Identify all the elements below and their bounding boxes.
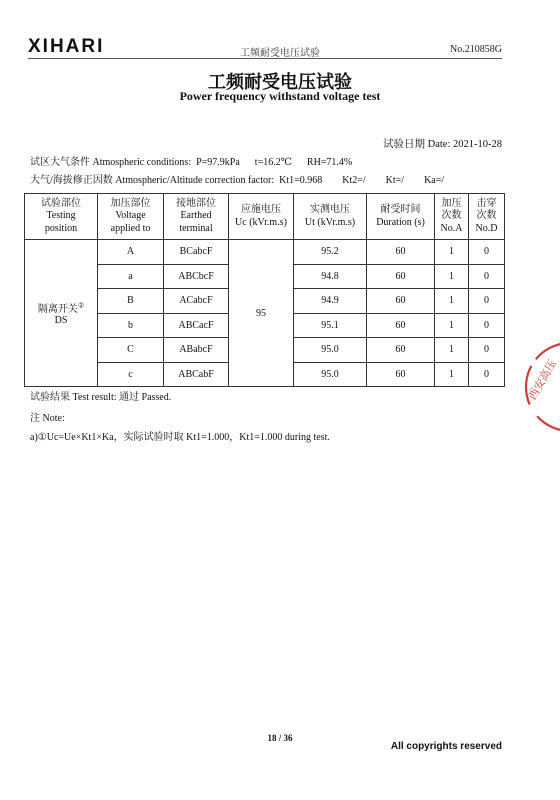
applied-cell: C	[98, 338, 164, 363]
earthed-cell: BCabcF	[164, 240, 229, 265]
applied-cell: A	[98, 240, 164, 265]
applied-cell: c	[98, 362, 164, 387]
applications-cell: 1	[435, 313, 469, 338]
test-table	[24, 193, 505, 387]
testing-position-cell: 隔离开关② DS	[25, 240, 98, 387]
table-row	[25, 240, 505, 265]
measured-voltage-cell: 95.1	[294, 313, 367, 338]
duration-cell: 60	[367, 362, 435, 387]
earthed-cell: ABabcF	[164, 338, 229, 363]
measured-voltage-cell: 94.8	[294, 264, 367, 289]
breakdowns-cell: 0	[469, 362, 505, 387]
report-number: No.210858G	[450, 44, 502, 55]
applied-voltage-cell: 95	[229, 240, 294, 387]
breakdowns-cell: 0	[469, 338, 505, 363]
test-result: 试验结果 Test result: 通过 Passed.	[30, 392, 172, 403]
breakdowns-cell: 0	[469, 313, 505, 338]
duration-cell: 60	[367, 264, 435, 289]
measured-voltage-cell: 94.9	[294, 289, 367, 314]
header-earthed-terminal: 接地部位 Earthed terminal	[164, 194, 229, 240]
header-duration: 耐受时间 Duration (s)	[367, 194, 435, 240]
atmospheric-conditions: 试区大气条件 Atmospheric conditions: P=97.9kPa t=16.2℃ RH=71.4%	[30, 157, 353, 168]
header-breakdowns: 击穿 次数 No.D	[469, 194, 505, 240]
header-applied-voltage: 应施电压 Uc (kVr.m.s)	[229, 194, 294, 240]
page-title-zh: 工频耐受电压试验	[208, 72, 352, 92]
copyright-notice: All copyrights reserved	[390, 741, 502, 752]
correction-factor: 大气/海拔修正因数 Atmospheric/Altitude correction factor: Kt1=0.968 Kt2=/ Kt=/ Ka=/	[30, 175, 445, 186]
note-label: 注 Note:	[30, 413, 65, 424]
table-header-row	[25, 194, 505, 240]
header-applications: 加压 次数 No.A	[435, 194, 469, 240]
applied-cell: b	[98, 313, 164, 338]
duration-cell: 60	[367, 313, 435, 338]
applications-cell: 1	[435, 240, 469, 265]
measured-voltage-cell: 95.2	[294, 240, 367, 265]
applications-cell: 1	[435, 362, 469, 387]
red-seal-stamp	[520, 332, 560, 442]
duration-cell: 60	[367, 338, 435, 363]
test-date: 试验日期 Date: 2021-10-28	[383, 139, 502, 150]
note-a: a)①Uc=Ue×Kt1×Ka，实际试验时取 Kt1=1.000，Kt1=1.000 during test.	[30, 432, 330, 443]
company-logo: XIHARI	[28, 36, 105, 57]
earthed-cell: ACabcF	[164, 289, 229, 314]
header-testing-position: 试验部位 Testing position	[25, 194, 98, 240]
duration-cell: 60	[367, 289, 435, 314]
duration-cell: 60	[367, 240, 435, 265]
header-section-title: 工频耐受电压试验	[240, 48, 320, 59]
header-voltage-applied: 加压部位 Voltage applied to	[98, 194, 164, 240]
svg-text:西安高压: 西安高压	[525, 357, 560, 403]
page-title-en: Power frequency withstand voltage test	[179, 89, 381, 103]
earthed-cell: ABCabF	[164, 362, 229, 387]
applied-cell: B	[98, 289, 164, 314]
applications-cell: 1	[435, 338, 469, 363]
header-measured-voltage: 实测电压 Ut (kVr.m.s)	[294, 194, 367, 240]
measured-voltage-cell: 95.0	[294, 338, 367, 363]
applied-cell: a	[98, 264, 164, 289]
applications-cell: 1	[435, 264, 469, 289]
breakdowns-cell: 0	[469, 289, 505, 314]
breakdowns-cell: 0	[469, 264, 505, 289]
earthed-cell: ABCbcF	[164, 264, 229, 289]
page-number: 18 / 36	[267, 733, 293, 743]
measured-voltage-cell: 95.0	[294, 362, 367, 387]
breakdowns-cell: 0	[469, 240, 505, 265]
earthed-cell: ABCacF	[164, 313, 229, 338]
header-divider	[28, 58, 502, 59]
applications-cell: 1	[435, 289, 469, 314]
